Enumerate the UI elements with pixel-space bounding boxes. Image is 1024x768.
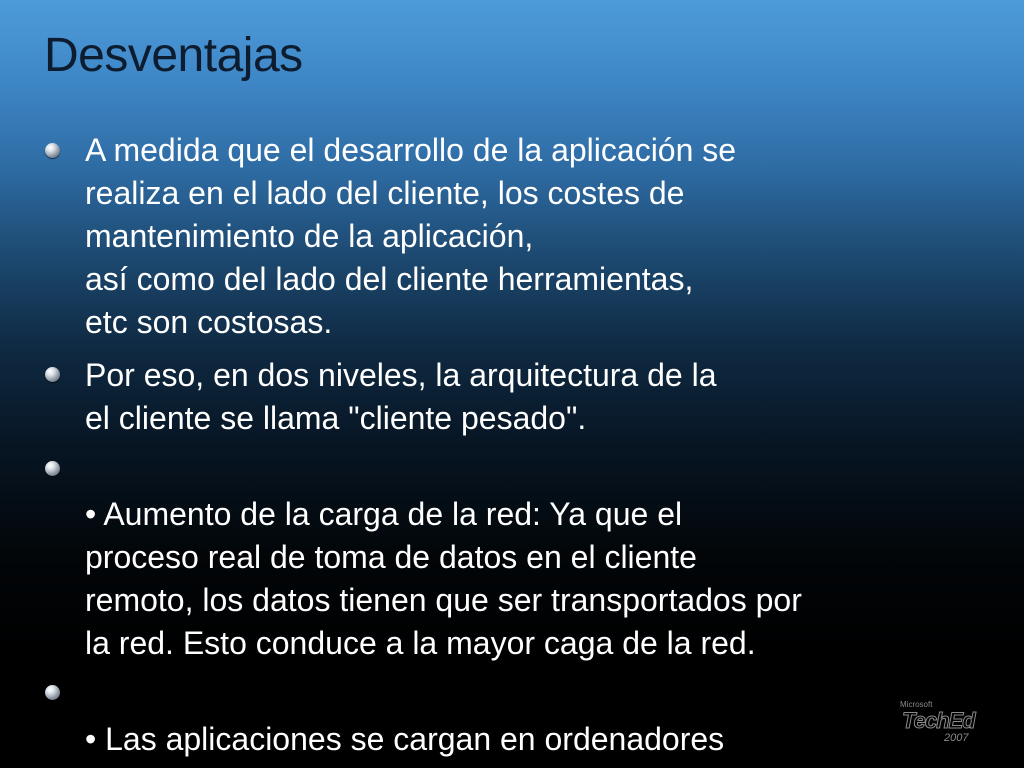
- bullet-text: • Las aplicaciones se cargan en ordenadores: [85, 721, 725, 757]
- logo-year: 2007: [944, 732, 969, 744]
- slide-title: Desventajas: [44, 29, 303, 82]
- logo-brand: TechEd: [902, 708, 975, 733]
- bullet-text: • Aumento de la carga de la red: Ya que el proceso real de toma de datos en el cliente remoto, los datos tienen que ser transportados por la red. Esto conduce a la mayor caga de la red.: [85, 496, 802, 661]
- bullet-sphere-icon: [45, 367, 60, 382]
- bullet-sphere-icon: [45, 461, 60, 476]
- bullet-sphere-icon: [45, 143, 60, 158]
- teched-logo: [900, 700, 984, 752]
- bullet-text: A medida que el desarrollo de la aplicación se realiza en el lado del cliente, los costes de mantenimiento de la aplicación, así como del lado del cliente herramientas, etc son costosas.: [85, 132, 737, 340]
- logo-small-text: Microsoft: [900, 700, 933, 709]
- bullet-sphere-icon: [45, 685, 60, 700]
- bullet-text: Por eso, en dos niveles, la arquitectura de la el cliente se llama "cliente pesado".: [85, 357, 717, 436]
